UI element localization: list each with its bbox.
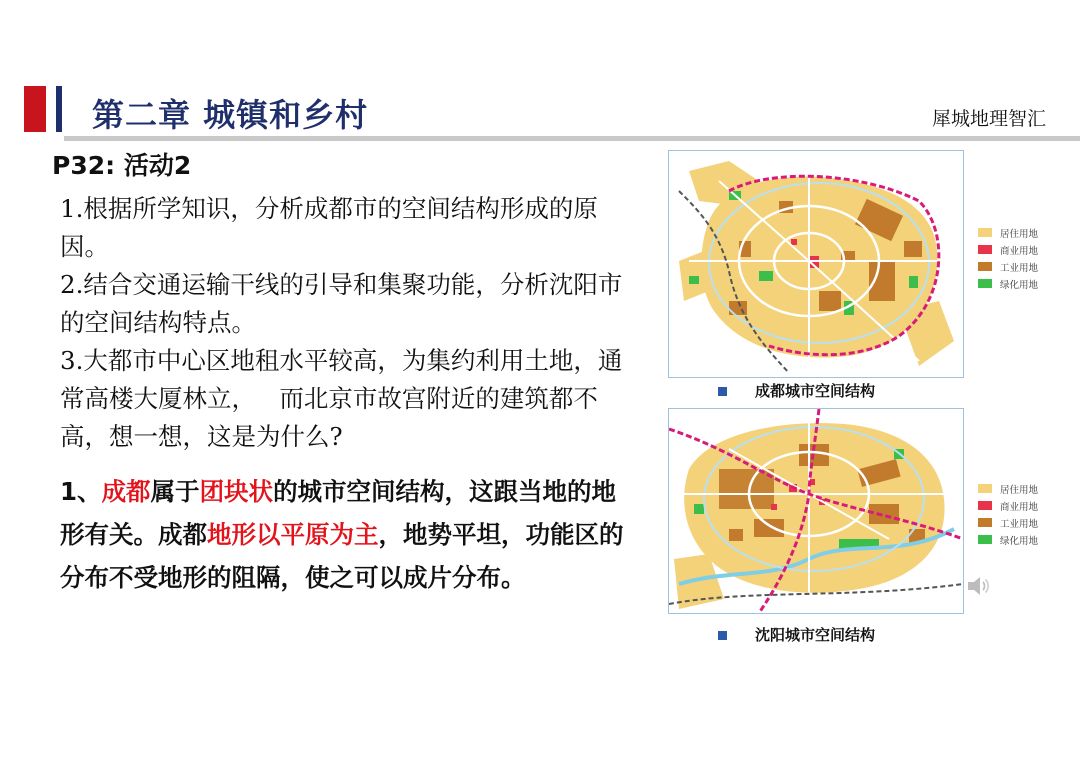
chengdu-legend bbox=[978, 224, 1038, 292]
shenyang-map bbox=[668, 408, 964, 614]
legend-swatch-commercial bbox=[978, 245, 992, 254]
brand-label: 犀城地理智汇 bbox=[931, 108, 1046, 130]
answer-text bbox=[60, 470, 630, 599]
answer-highlight-chengdu: 成都 bbox=[101, 477, 151, 506]
legend-label: 工业用地 bbox=[1000, 518, 1039, 530]
legend-item bbox=[978, 241, 1038, 258]
legend-swatch-industrial bbox=[978, 518, 992, 527]
caption-text: 成都城市空间结构 bbox=[755, 382, 876, 400]
chengdu-map-caption bbox=[718, 380, 875, 401]
legend-swatch-commercial bbox=[978, 501, 992, 510]
legend-item bbox=[978, 275, 1038, 292]
legend-item bbox=[978, 514, 1038, 531]
answer-text-part: ，地势平坦，功能区的分布不受地形的阻隔，使之可以成片分布。 bbox=[60, 520, 624, 592]
answer-text-part: 属于 bbox=[150, 477, 200, 506]
activity-title: P32: 活动2 bbox=[52, 151, 192, 180]
legend-swatch-green bbox=[978, 535, 992, 544]
caption-bullet-icon bbox=[718, 387, 727, 396]
legend-label: 工业用地 bbox=[1000, 262, 1039, 274]
legend-item bbox=[978, 480, 1038, 497]
legend-swatch-residential bbox=[978, 228, 992, 237]
legend-label: 商业用地 bbox=[1000, 501, 1039, 513]
legend-item bbox=[978, 497, 1038, 514]
legend-label: 绿化用地 bbox=[1000, 535, 1039, 547]
caption-bullet-icon bbox=[718, 631, 727, 640]
header-accent-red bbox=[24, 86, 46, 132]
question-list bbox=[60, 190, 640, 456]
shenyang-map-caption bbox=[718, 624, 875, 645]
chengdu-map bbox=[668, 150, 964, 378]
legend-swatch-industrial bbox=[978, 262, 992, 271]
question-3: 3.大都市中心区地租水平较高，为集约利用土地，通常高楼大厦林立， 而北京市故宫附近的建筑都不高，想一想，这是为什么? bbox=[60, 346, 623, 451]
question-1: 1.根据所学知识，分析成都市的空间结构形成的原因。 bbox=[60, 194, 598, 261]
header-accent-blue bbox=[56, 86, 62, 132]
legend-item bbox=[978, 531, 1038, 548]
legend-swatch-green bbox=[978, 279, 992, 288]
answer-text-part: 的城市空间结构，这跟当地的地形有关。成都 bbox=[60, 477, 617, 549]
chapter-title: 第二章 城镇和乡村 bbox=[92, 96, 369, 134]
legend-swatch-residential bbox=[978, 484, 992, 493]
legend-item bbox=[978, 258, 1038, 275]
legend-label: 居住用地 bbox=[1000, 484, 1039, 496]
legend-label: 绿化用地 bbox=[1000, 279, 1039, 291]
answer-highlight-structure: 团块状 bbox=[199, 477, 274, 506]
legend-label: 商业用地 bbox=[1000, 245, 1039, 257]
caption-text: 沈阳城市空间结构 bbox=[755, 626, 876, 644]
answer-highlight-terrain: 地形以平原为主 bbox=[207, 520, 379, 549]
legend-item bbox=[978, 224, 1038, 241]
legend-label: 居住用地 bbox=[1000, 228, 1039, 240]
shenyang-legend bbox=[978, 480, 1038, 548]
header-divider bbox=[64, 136, 1080, 141]
question-2: 2.结合交通运输干线的引导和集聚功能，分析沈阳市的空间结构特点。 bbox=[60, 270, 623, 337]
answer-number: 1、 bbox=[60, 477, 102, 506]
speaker-icon[interactable] bbox=[966, 574, 992, 602]
